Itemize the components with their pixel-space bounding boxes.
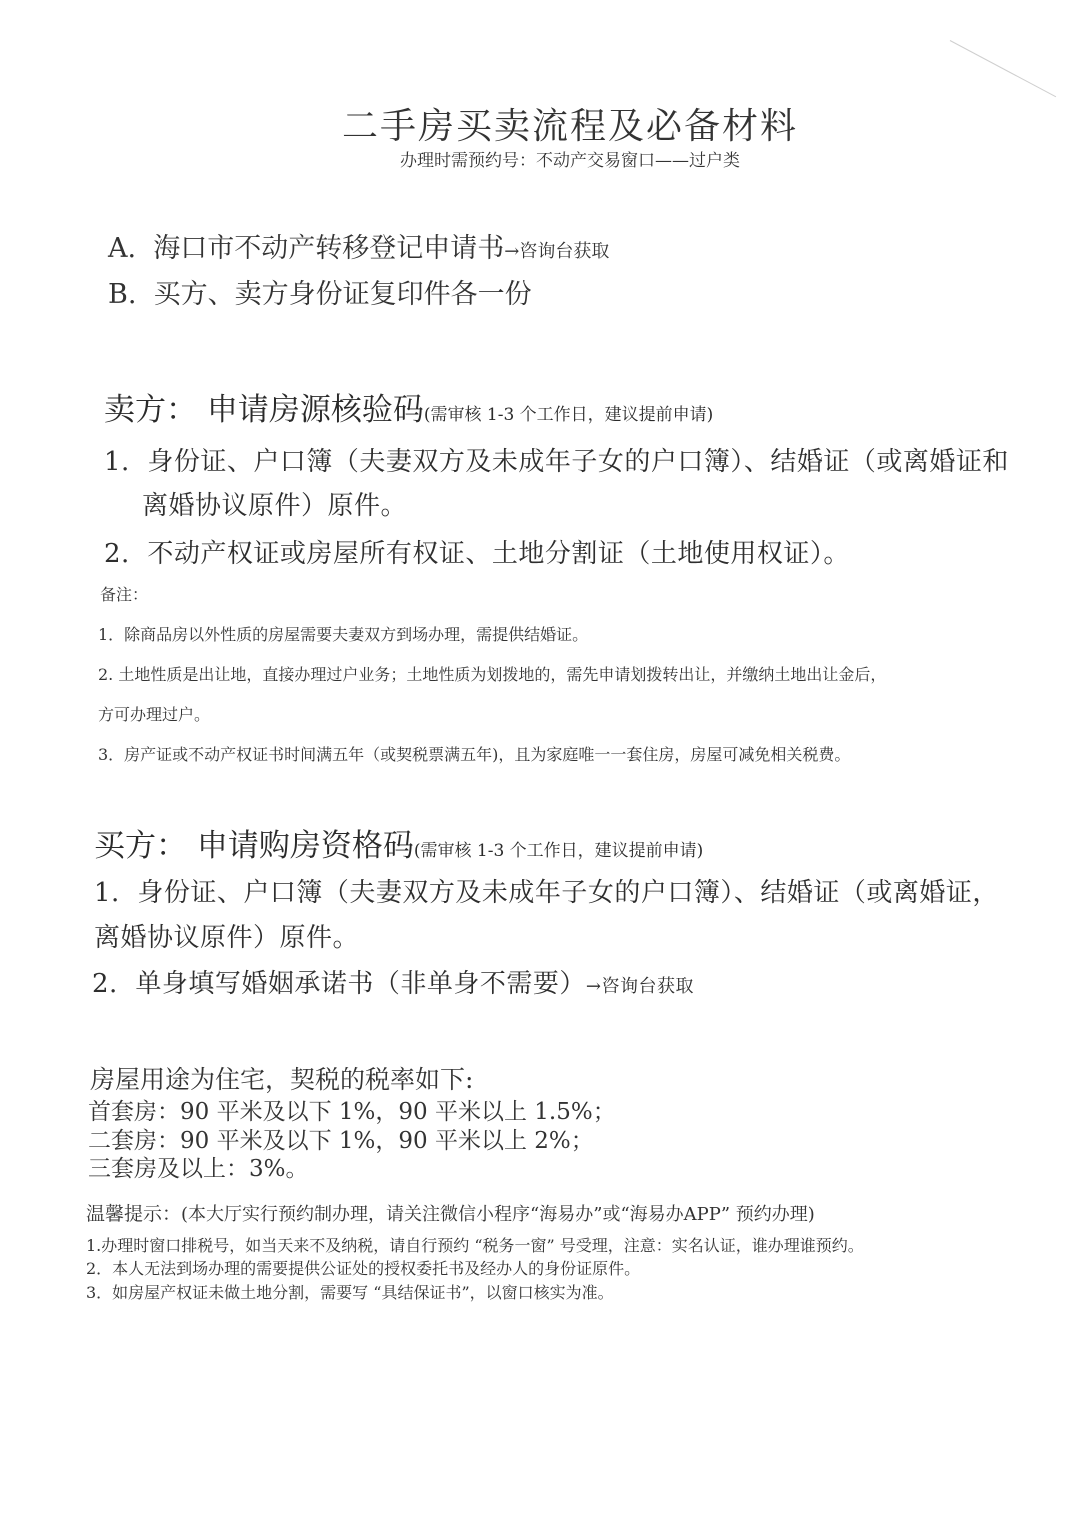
item-text: 不动产权证或房屋所有权证、土地分割证（土地使用权证）。	[147, 539, 850, 569]
buyer-label: 买方：	[94, 828, 187, 864]
seller-item-1-cont	[142, 485, 407, 522]
tax-line-3: 三套房及以上：3%。	[88, 1156, 309, 1182]
item-marker: 1.	[94, 878, 120, 908]
tax-line-2: 二套房：90 平米及以下 1%，90 平米以上 2%；	[88, 1128, 594, 1154]
page-title: 二手房买卖流程及必备材料	[341, 106, 798, 147]
tip-1: 1.办理时窗口排税号，如当天来不及纳税，请自行预约 “税务一窗” 号受理，注意：实名认证，谁办理谁预约。	[86, 1236, 864, 1255]
tip-3: 3．如房屋产权证未做土地分割，需要写 “具结保证书”，以窗口核实为准。	[86, 1283, 614, 1302]
tips-label: 温馨提示：	[86, 1203, 182, 1225]
buyer-heading	[94, 820, 703, 865]
material-b	[108, 272, 532, 311]
remark-1: 1．除商品房以外性质的房屋需要夫妻双方到场办理，需提供结婚证。	[98, 625, 589, 644]
buyer-note: (需审核 1-3 个工作日，建议提前申请)	[413, 841, 704, 861]
item-text: 身份证、户口簿（夫妻双方及未成年子女的户口簿）、结婚证（或离婚证和	[147, 447, 1009, 477]
item-text: 离婚协议原件）原件。	[142, 491, 408, 521]
item-marker: 2.	[104, 539, 130, 569]
buyer-item-1	[94, 872, 999, 909]
tax-heading: 房屋用途为住宅，契税的税率如下:	[90, 1065, 474, 1094]
seller-item-2	[104, 533, 850, 570]
scan-crease	[950, 40, 1056, 97]
tips-heading	[86, 1199, 815, 1226]
material-marker: B.	[108, 279, 137, 310]
material-text: 海口市不动产转移登记申请书	[153, 233, 505, 264]
seller-note: (需审核 1-3 个工作日，建议提前申请)	[423, 405, 714, 425]
tax-line-1: 首套房：90 平米及以下 1%，90 平米以上 1.5%；	[88, 1099, 616, 1125]
seller-title: 申请房源核验码	[206, 392, 424, 428]
buyer-title: 申请购房资格码	[196, 828, 414, 864]
material-note: →咨询台获取	[504, 241, 610, 262]
item-marker: 2.	[92, 969, 118, 999]
item-text: 单身填写婚姻承诺书（非单身不需要）	[135, 969, 586, 999]
item-text: 离婚协议原件）原件。	[94, 923, 360, 953]
buyer-item-2	[92, 963, 694, 1000]
remark-2-cont: 方可办理过户。	[98, 705, 211, 724]
buyer-item-1-cont	[94, 917, 359, 954]
tips-intro: (本大厅实行预约制办理，请关注微信小程序“海易办”或“海易办APP” 预约办理)	[181, 1204, 815, 1225]
item-note: →咨询台获取	[585, 976, 694, 997]
seller-label: 卖方：	[104, 392, 197, 428]
remark-2: 2. 土地性质是出让地，直接办理过户业务；土地性质为划拨地的，需先申请划拨转出让，并缴纳土地出让金后，	[98, 665, 887, 684]
material-a	[108, 226, 609, 265]
material-text: 买方、卖方身份证复印件各一份	[153, 279, 532, 310]
tip-2: 2．本人无法到场办理的需要提供公证处的授权委托书及经办人的身份证原件。	[86, 1259, 641, 1278]
item-text: 身份证、户口簿（夫妻双方及未成年子女的户口簿）、结婚证（或离婚证，	[137, 878, 999, 908]
remarks-label: 备注：	[100, 585, 149, 604]
seller-item-1	[104, 441, 1009, 478]
material-marker: A.	[108, 233, 137, 264]
seller-heading	[104, 384, 713, 429]
page-subtitle: 办理时需预约号：不动产交易窗口——过户类	[400, 151, 740, 171]
item-marker: 1.	[104, 447, 130, 477]
remark-3: 3．房产证或不动产权证书时间满五年（或契税票满五年)，且为家庭唯一一套住房，房屋可减免相关税费。	[98, 745, 851, 764]
